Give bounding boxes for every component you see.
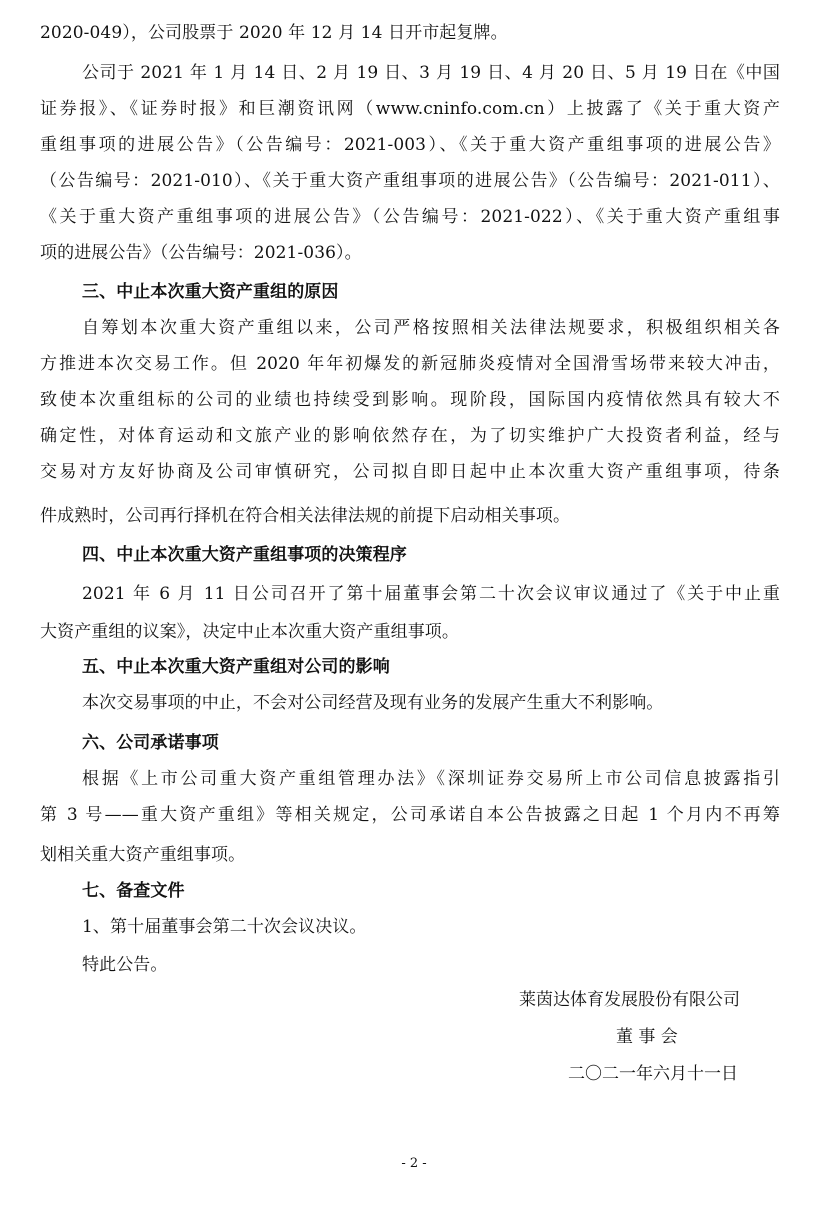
section6-line-2: 第 3 号——重大资产重组》等相关规定，公司承诺自本公告披露之日起 1 个月内不再筹 <box>40 805 780 825</box>
section7-line-1: 1、第十届董事会第二十次会议决议。 <box>82 917 367 937</box>
section3-heading: 三、中止本次重大资产重组的原因 <box>82 282 339 302</box>
resume-line-1: 2020-049），公司股票于 2020 年 12 月 14 日开市起复牌。 <box>40 23 508 43</box>
section3-line-6: 件成熟时，公司再行择机在符合相关法律法规的前提下启动相关事项。 <box>40 506 571 526</box>
section3-line-1: 自筹划本次重大资产重组以来，公司严格按照相关法律法规要求，积极组织相关各 <box>82 318 780 338</box>
progress-line-1: 公司于 2021 年 1 月 14 日、2 月 19 日、3 月 19 日、4 月 20 日、5 月 19 日在《中国 <box>82 63 780 83</box>
progress-line-5: 《关于重大资产重组事项的进展公告》（公告编号：2021-022）、《关于重大资产重组事 <box>40 207 780 227</box>
page-number: - 2 - <box>401 1156 427 1171</box>
progress-line-6: 项的进展公告》（公告编号：2021-036）。 <box>40 243 362 263</box>
progress-line-2: 证券报》、《证券时报》和巨潮资讯网（www.cninfo.com.cn）上披露了《关于重大资产 <box>40 99 780 119</box>
section4-heading: 四、中止本次重大资产重组事项的决策程序 <box>82 545 407 565</box>
signature-date: 二〇二一年六月十一日 <box>568 1064 738 1084</box>
progress-line-4: （公告编号：2021-010）、《关于重大资产重组事项的进展公告》（公告编号：2021-011）、 <box>40 171 780 191</box>
section3-line-2: 方推进本次交易工作。但 2020 年年初爆发的新冠肺炎疫情对全国滑雪场带来较大冲击， <box>40 354 780 374</box>
section3-line-3: 致使本次重组标的公司的业绩也持续受到影响。现阶段，国际国内疫情依然具有较大不 <box>40 390 780 410</box>
section5-heading: 五、中止本次重大资产重组对公司的影响 <box>82 657 390 677</box>
section3-line-4: 确定性，对体育运动和文旅产业的影响依然存在，为了切实维护广大投资者利益，经与 <box>40 426 780 446</box>
signature-company: 莱茵达体育发展股份有限公司 <box>519 990 740 1010</box>
closing-text: 特此公告。 <box>82 955 168 975</box>
section6-line-1: 根据《上市公司重大资产重组管理办法》《深圳证券交易所上市公司信息披露指引 <box>82 769 780 789</box>
section5-line-1: 本次交易事项的中止，不会对公司经营及现有业务的发展产生重大不利影响。 <box>82 693 664 713</box>
progress-line-3: 重组事项的进展公告》（公告编号：2021-003）、《关于重大资产重组事项的进展公告》 <box>40 135 780 155</box>
section6-heading: 六、公司承诺事项 <box>82 733 219 753</box>
section4-line-2: 大资产重组的议案》，决定中止本次重大资产重组事项。 <box>40 622 459 642</box>
section3-line-5: 交易对方友好协商及公司审慎研究，公司拟自即日起中止本次重大资产重组事项，待条 <box>40 462 780 482</box>
section7-heading: 七、备查文件 <box>82 881 185 901</box>
section6-line-3: 划相关重大资产重组事项。 <box>40 845 246 865</box>
section4-line-1: 2021 年 6 月 11 日公司召开了第十届董事会第二十次会议审议通过了《关于中止重 <box>82 584 780 604</box>
signature-board: 董 事 会 <box>616 1027 678 1047</box>
